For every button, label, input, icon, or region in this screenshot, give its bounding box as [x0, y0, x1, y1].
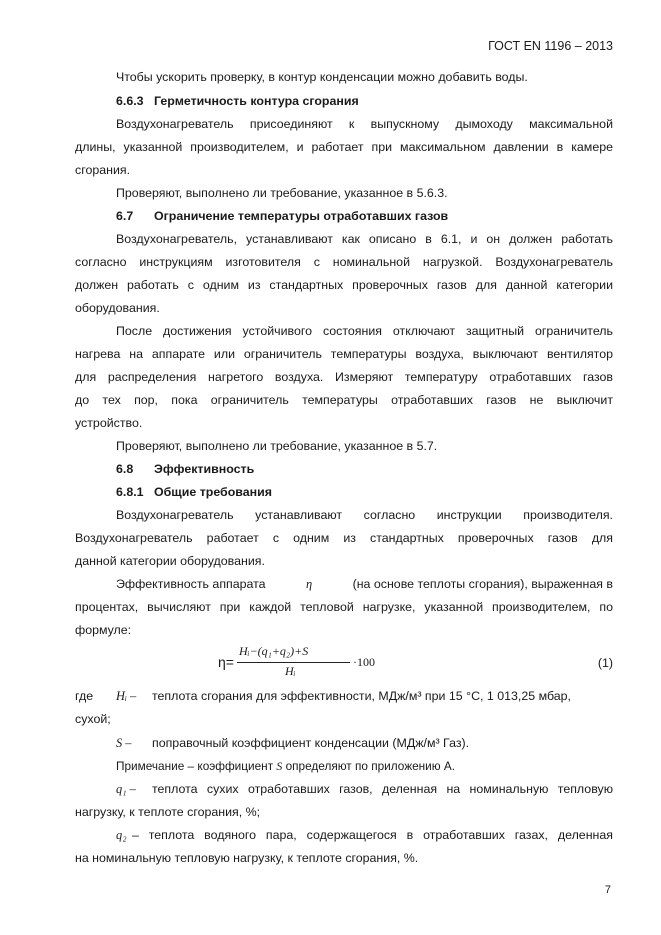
where-line	[75, 688, 571, 704]
eta-symbol: η	[306, 577, 313, 591]
paragraph-line: длины, указанной производителем, и работает при максимальном давлении в камере	[75, 140, 613, 154]
q2-definition: – теплота водяного пара, содержащегося в отработавших газах, деленная	[132, 828, 613, 842]
paragraph-line: процентах, вычисляют при каждой тепловой нагрузке, указанной производителем, по	[75, 600, 613, 614]
heading-6-7	[116, 208, 448, 224]
hi-symbol: Hᵢ –	[116, 689, 137, 703]
hi-definition: теплота сгорания для эффективности, МДж/м³ при 15 °С, 1 013,25 мбар,	[152, 689, 571, 703]
formula-lhs: η=	[218, 654, 234, 670]
q2-definition-line	[116, 827, 613, 843]
paragraph-line: до тех пор, пока ограничитель температуры отработавших газов не выключит	[75, 393, 613, 407]
paragraph-line: Проверяют, выполнено ли требование, указанное в 5.6.3.	[116, 186, 448, 200]
paragraph-line: на номинальную тепловую нагрузку, к теплоте сгорания, %.	[75, 851, 419, 865]
paragraph-line: Воздухонагреватель устанавливают согласно инструкции производителя.	[116, 508, 613, 522]
note-symbol: S	[276, 759, 283, 773]
page-number: 7	[604, 884, 611, 896]
paragraph-line: После достижения устойчивого состояния отключают защитный ограничитель	[116, 324, 613, 338]
paragraph-line: сгорания.	[75, 163, 131, 177]
s-definition: поправочный коэффициент конденсации (МДж/м³ Газ).	[152, 736, 470, 750]
section-number: 6.8	[116, 462, 134, 476]
equation-number: (1)	[597, 656, 613, 670]
q1-definition-line	[116, 781, 613, 797]
q2-symbol: q₂	[116, 828, 127, 842]
q1-definition: теплота сухих отработавших газов, деленная на номинальную тепловую	[152, 782, 613, 796]
paragraph-line	[116, 576, 613, 592]
formula-numerator: Hᵢ−(q₁+q₂)+S	[239, 644, 309, 658]
s-symbol: S –	[116, 736, 132, 750]
section-title: Герметичность контура сгорания	[154, 94, 359, 108]
paragraph-line: согласно инструкциям изготовителя с номинальной нагрузкой. Воздухонагреватель	[75, 255, 613, 269]
paragraph-line: сухой;	[75, 712, 111, 726]
section-number: 6.8.1	[116, 485, 144, 499]
paragraph-line: нагрузку, к теплоте сгорания, %;	[75, 805, 261, 819]
paragraph-line: Воздухонагреватель, устанавливают как описано в 6.1, и он должен работать	[116, 232, 613, 246]
section-title: Общие требования	[154, 485, 272, 499]
heading-6-8	[116, 461, 254, 477]
section-number: 6.7	[116, 209, 134, 223]
formula-denominator: Hᵢ	[285, 664, 296, 678]
paragraph-line: Проверяют, выполнено ли требование, указанное в 5.7.	[116, 439, 438, 453]
s-definition-line	[116, 735, 469, 751]
heading-6-6-3	[116, 93, 359, 109]
paragraph-line: Воздухонагреватель работает с одним из стандартных проверочных газов для	[75, 531, 613, 545]
note-suffix: определяют по приложению А.	[285, 759, 456, 773]
paragraph-line: для распределения нагретого воздуха. Измеряют температуру отработавших газов	[75, 370, 613, 384]
paragraph-line: устройство.	[75, 416, 143, 430]
section-number: 6.6.3	[116, 94, 144, 108]
paragraph-line: данной категории оборудования.	[75, 554, 265, 568]
paragraph-line: должен работать с одним из стандартных проверочных газов для данной категории	[75, 278, 613, 292]
section-title: Ограничение температуры отработавших газов	[154, 209, 449, 223]
formula-multiplier: ·100	[353, 655, 375, 669]
text-fragment: Эффективность аппарата	[116, 577, 266, 591]
fraction-bar	[237, 662, 350, 663]
note-line	[116, 758, 455, 774]
where-label: где	[75, 689, 94, 703]
paragraph-line: Чтобы ускорить проверку, в контур конденсации можно добавить воды.	[116, 70, 528, 84]
q1-symbol: q₁ –	[116, 782, 136, 796]
document-header: ГОСТ EN 1196 – 2013	[488, 39, 613, 53]
section-title: Эффективность	[154, 462, 255, 476]
paragraph-line: оборудования.	[75, 301, 160, 315]
paragraph-line: формуле:	[75, 623, 132, 637]
note-prefix: Примечание – коэффициент	[116, 759, 274, 773]
paragraph-line: Воздухонагреватель присоединяют к выпускному дымоходу максимальной	[116, 117, 613, 131]
paragraph-line: нагрева на аппарате или ограничитель температуры воздуха, выключают вентилятор	[75, 347, 613, 361]
heading-6-8-1	[116, 484, 272, 500]
text-fragment: (на основе теплоты сгорания), выраженная в	[352, 577, 613, 591]
